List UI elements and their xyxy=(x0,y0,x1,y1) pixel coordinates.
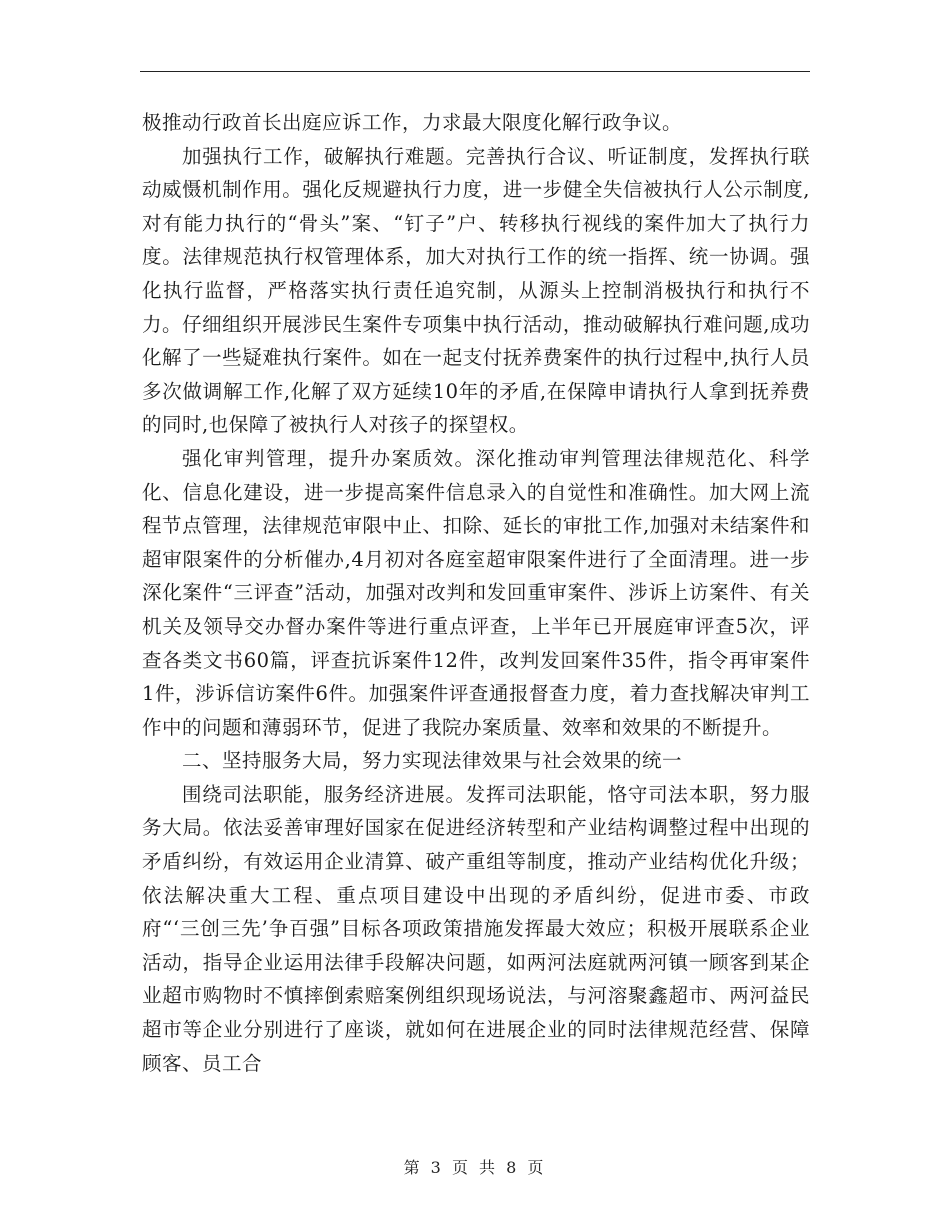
section-heading: 二、坚持服务大局，努力实现法律效果与社会效果的统一 xyxy=(181,749,682,773)
paragraph-economic-service: 围绕司法职能，服务经济进展。发挥司法职能，恪守司法本职，努力服务大局。依法妥善审理好国家在促进经济转型和产业结构调整过程中出现的矛盾纠纷，有效运用企业清算、破产重组等制度，推动产业结构优化升级；依法解决重大工程、重点项目建设中出现的矛盾纠纷，促进市委、市政府“‘三创三先’争百强”目标各项政策措施发挥最大效应；积极开展联系企业活动，指导企业运用法律手段解决问题，如两河法庭就两河镇一顾客到某企业超市购物时不慎摔倒索赔案例组织现场说法，与河溶聚鑫超市、两河益民超市等企业分别进行了座谈，就如何在进展企业的同时法律规范经营、保障顾客、员工合 xyxy=(142,782,810,1075)
header-rule xyxy=(140,71,810,72)
paragraph-continuation: 极推动行政首长出庭应诉工作，力求最大限度化解行政争议。 xyxy=(142,111,683,134)
paragraph-trial-management: 强化审判管理，提升办案质效。深化推动审判管理法律规范化、科学化、信息化建设，进一步提高案件信息录入的自觉性和准确性。加大网上流程节点管理，法律规范审限中止、扣除、延长的审批工作,加强对未结案件和超审限案件的分析催办,4月初对各庭室超审限案件进行了全面清理。进一步深化案件“三评查”活动，加强对改判和发回重审案件、涉诉上访案件、有关机关及领导交办督办案件等进行重点评查，上半年已开展庭审评查5次，评查各类文书60篇，评查抗诉案件12件，改判发回案件35件，指令再审案件1件，涉诉信访案件6件。加强案件评查通报督查力度，着力查找解决审判工作中的问题和薄弱环节，促进了我院办案质量、效率和效果的不断提升。 xyxy=(142,446,810,739)
page-footer: 第 3 页 共 8 页 xyxy=(403,1158,547,1177)
paragraph-enforcement: 加强执行工作，破解执行难题。完善执行合议、听证制度，发挥执行联动威慑机制作用。强化反规避执行力度，进一步健全失信被执行人公示制度,对有能力执行的“骨头”案、“钉子”户、转移执行视线的案件加大了执行力度。法律规范执行权管理体系，加大对执行工作的统一指挥、统一协调。强化执行监督，严格落实执行责任追究制，从源头上控制消极执行和执行不力。仔细组织开展涉民生案件专项集中执行活动，推动破解执行难问题,成功化解了一些疑难执行案件。如在一起支付抚养费案件的执行过程中,执行人员多次做调解工作,化解了双方延续10年的矛盾,在保障申请执行人拿到抚养费的同时,也保障了被执行人对孩子的探望权。 xyxy=(142,144,810,437)
document-body xyxy=(142,106,810,1080)
